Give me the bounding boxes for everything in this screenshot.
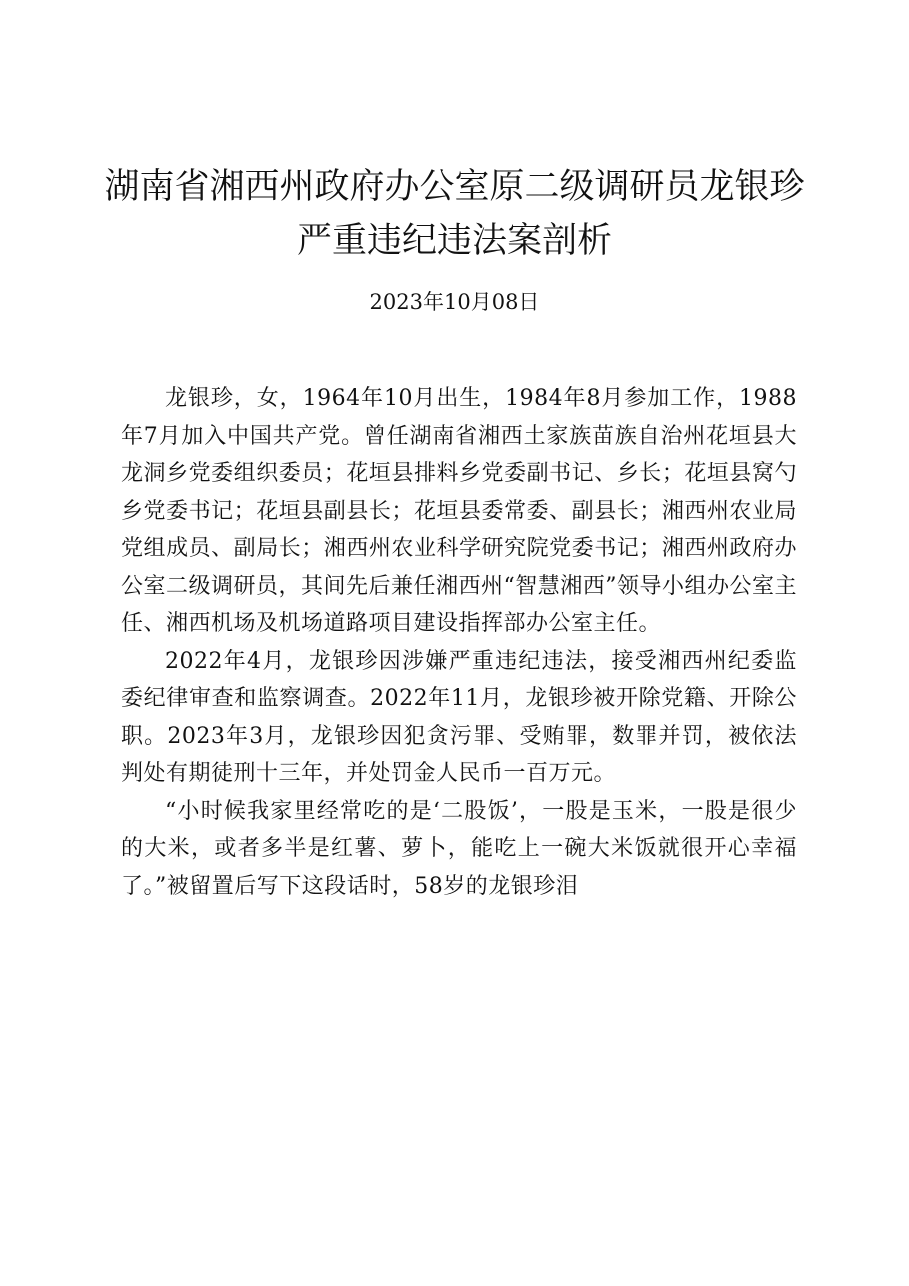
paragraph-case-outcome: 2022年4月，龙银珍因涉嫌严重违纪违法，接受湘西州纪委监委纪律审查和监察调查。2022年11月，龙银珍被开除党籍、开除公职。2023年3月，龙银珍因犯贪污罪、受贿罪，数罪并罚，被依法判处有期徒刑十三年，并处罚金人民币一百万元。: [121, 648, 797, 786]
title-line-2: 严重违纪违法案剖析: [296, 221, 612, 261]
document-body: [121, 380, 797, 905]
document-date: 2023年10月08日: [369, 290, 540, 314]
paragraph-profile: 龙银珍，女，1964年10月出生，1984年8月参加工作，1988年7月加入中国共产党。曾任湖南省湘西土家族苗族自治州花垣县大龙洞乡党委组织委员；花垣县排料乡党委副书记、乡长；花垣县窝勺乡党委书记；花垣县副县长；花垣县委常委、副县长；湘西州农业局党组成员、副局长；湘西州农业科学研究院党委书记；湘西州政府办公室二级调研员，其间先后兼任湘西州“智慧湘西”领导小组办公室主任、湘西机场及机场道路项目建设指挥部办公室主任。: [121, 386, 797, 636]
paragraph-quote: “小时候我家里经常吃的是‘二股饭’，一股是玉米，一股是很少的大米，或者多半是红薯、萝卜，能吃上一碗大米饭就很开心幸福了。”被留置后写下这段话时，58岁的龙银珍泪: [121, 798, 797, 899]
title-line-1: 湖南省湘西州政府办公室原二级调研员龙银珍: [104, 167, 805, 207]
document-title: [0, 160, 909, 268]
